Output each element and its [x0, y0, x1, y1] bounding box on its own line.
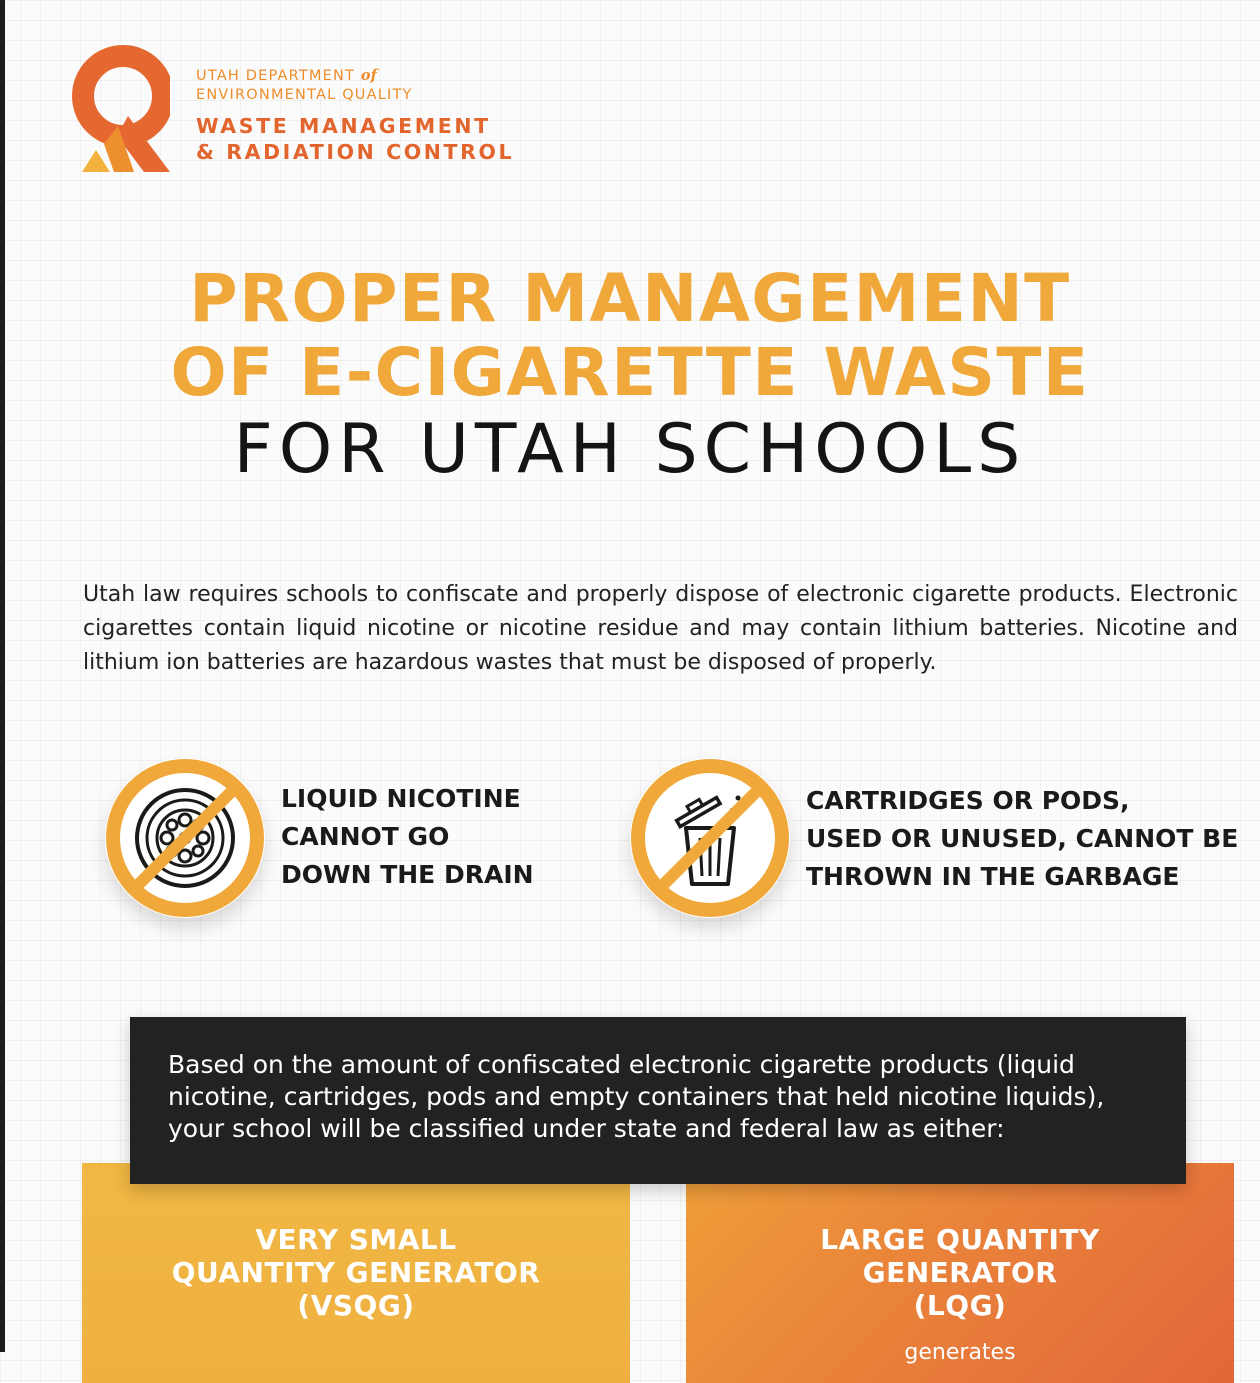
rule-no-drain-text	[281, 780, 534, 894]
lqg-subtext: generates	[904, 1340, 1016, 1365]
rule-line: CARTRIDGES OR PODS,	[806, 786, 1130, 815]
division-line1: WASTE MANAGEMENT	[196, 114, 491, 138]
division-line2: & RADIATION CONTROL	[196, 140, 515, 164]
intro-paragraph: Utah law requires schools to confiscate and properly dispose of electronic cigarette products. Electronic cigarettes contain liquid nicotine or nicotine residue and may contain lithium batteries. Nicotine and lithium ion batteries are hazardous wastes that must be disposed of properly.	[83, 582, 1238, 675]
vsqg-title	[82, 1223, 630, 1322]
rule-line: LIQUID NICOTINE	[281, 784, 521, 813]
lqg-title-line: LARGE QUANTITY	[820, 1223, 1100, 1256]
vsqg-title-line: (VSQG)	[297, 1289, 415, 1322]
dept-of: of	[360, 67, 377, 84]
title-line2: OF E-CIGARETTE WASTE	[170, 334, 1090, 411]
rule-line: DOWN THE DRAIN	[281, 860, 534, 889]
page-title	[0, 262, 1260, 490]
dept-line1: UTAH DEPARTMENT of	[196, 67, 377, 84]
lqg-title-line: GENERATOR	[862, 1256, 1058, 1289]
rule-line: THROWN IN THE GARBAGE	[806, 862, 1180, 891]
vsqg-card	[82, 1163, 630, 1383]
title-line1: PROPER MANAGEMENT	[189, 260, 1071, 337]
vsqg-title-line: QUANTITY GENERATOR	[171, 1256, 541, 1289]
lqg-title	[686, 1223, 1234, 1322]
rule-line: CANNOT GO	[281, 822, 450, 851]
no-garbage-icon	[630, 758, 790, 918]
rule-line: USED OR UNUSED, CANNOT BE	[806, 824, 1239, 853]
lqg-card	[686, 1163, 1234, 1383]
vsqg-title-line: VERY SMALL	[255, 1223, 457, 1256]
title-line3: FOR UTAH SCHOOLS	[233, 410, 1027, 489]
classification-text: Based on the amount of confiscated electronic cigarette products (liquid nicotine, cartridges, pods and empty containers that held nicotine liquids), your school will be classified under state and federal law as either:	[168, 1050, 1105, 1143]
no-drain-icon	[105, 758, 265, 918]
classification-panel	[130, 1017, 1186, 1184]
deq-logo-icon	[70, 44, 170, 174]
organization-name	[196, 66, 514, 165]
left-border	[0, 0, 5, 1352]
lqg-title-line: (LQG)	[913, 1289, 1007, 1322]
rule-no-garbage-text	[806, 782, 1238, 896]
dept-line2: ENVIRONMENTAL QUALITY	[196, 87, 413, 103]
